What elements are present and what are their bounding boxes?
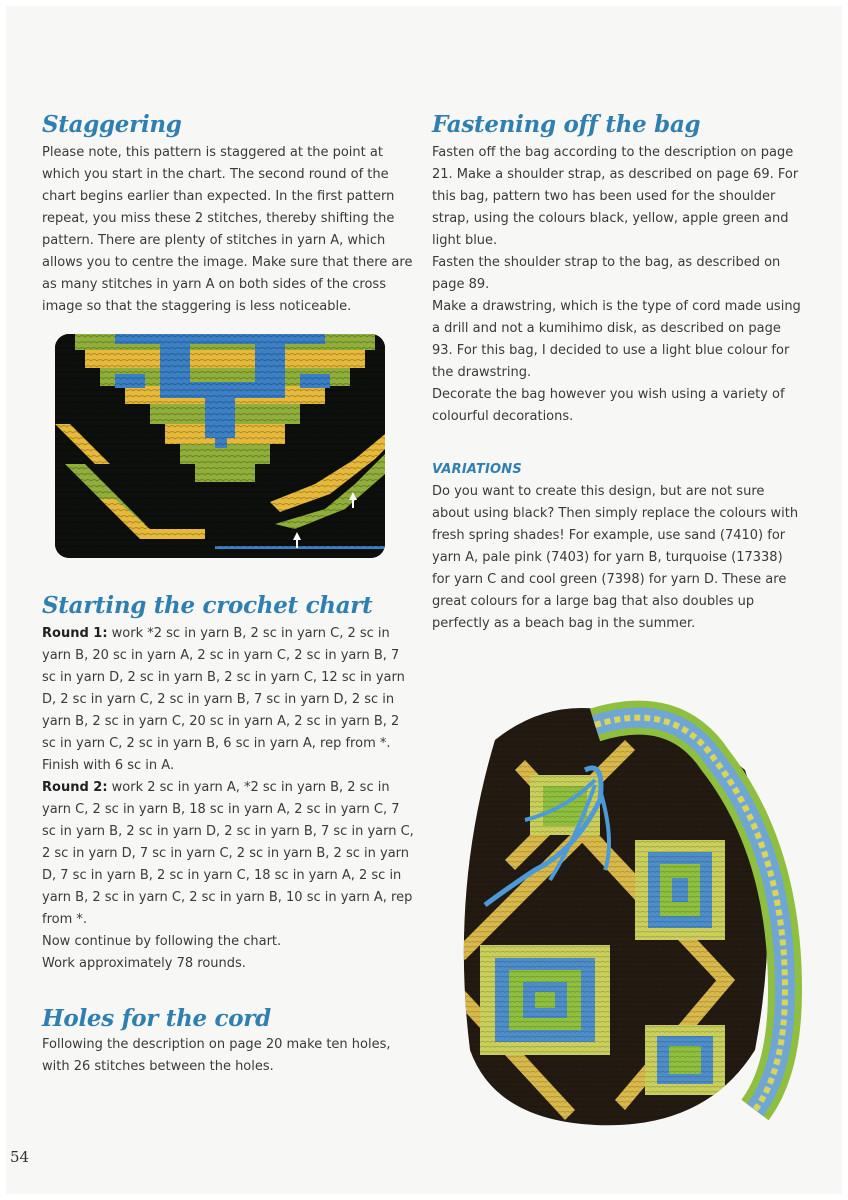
round-1-finish: Finish with 6 sc in A. (42, 758, 175, 773)
bag-illustration (455, 690, 805, 1135)
holes-heading: Holes for the cord (42, 1005, 271, 1032)
round-1-paragraph (42, 623, 414, 777)
round-2-text: work 2 sc in yarn A, *2 sc in yarn B, 2 sc in yarn C, 2 sc in yarn B, 18 sc in yarn A, 2 sc in yarn C, 7 sc in yarn B, 2 sc in yarn D, 2 sc in yarn B, 7 sc in yarn C, 2 sc in yarn D, 7 sc in yarn C, 2 sc in yarn B, 2 sc in yarn D, 7 sc in yarn B, 2 sc in yarn C, 18 sc in yarn A, 2 sc in yarn B, 2 sc in yarn C, 2 sc in yarn B, 10 sc in yarn A, rep from *. (42, 780, 414, 927)
fastening-paragraph-4: Decorate the bag however you wish using a variety of colourful decorations. (432, 387, 785, 424)
fastening-section (432, 112, 804, 428)
round-1-label: Round 1: (42, 626, 108, 641)
staggering-text: Please note, this pattern is staggered at the point at which you start in the chart. The second round of the chart begins earlier than expected. In the first pattern repeat, you miss these 2 stitches, thereby shifting the pattern. There are plenty of stitches in yarn A, which allows you to centre the image. Make sure that there are as many stitches in yarn A on both sides of the cross image so that the staggering is less noticeable. (42, 145, 413, 314)
variations-heading: VARIATIONS (432, 462, 522, 477)
crochet-detail-illustration (55, 334, 385, 558)
staggering-section (42, 112, 414, 318)
fastening-paragraph-2: Fasten the shoulder strap to the bag, as described on page 89. (432, 255, 781, 292)
staggering-heading: Staggering (42, 111, 182, 138)
holes-section (42, 1006, 414, 1078)
starting-chart-heading: Starting the crochet chart (42, 592, 373, 619)
continue-text: Now continue by following the chart. (42, 934, 282, 949)
crochet-detail-photo (55, 334, 385, 558)
round-2-label: Round 2: (42, 780, 108, 795)
fastening-heading: Fastening off the bag (432, 111, 701, 138)
variations-text: Do you want to create this design, but are not sure about using black? Then simply replace the colours with fresh spring shades! For example, use sand (7410) for yarn A, pale pink (7403) for yarn B, turquoise (17338) for yarn C and cool green (7398) for yarn D. These are great colours for a large bag that also doubles up perfectly as a beach bag in the summer. (432, 484, 799, 631)
round-1-text: work *2 sc in yarn B, 2 sc in yarn C, 2 sc in yarn B, 20 sc in yarn A, 2 sc in yarn C, 2 sc in yarn B, 7 sc in yarn D, 2 sc in yarn B, 2 sc in yarn C, 12 sc in yarn D, 2 sc in yarn C, 2 sc in yarn B, 7 sc in yarn D, 2 sc in yarn B, 2 sc in yarn C, 20 sc in yarn A, 2 sc in yarn B, 2 sc in yarn C, 2 sc in yarn B, 6 sc in yarn A, rep from *. (42, 626, 405, 751)
fastening-paragraph-1: Fasten off the bag according to the description on page 21. Make a shoulder strap, as described on page 69. For this bag, pattern two has been used for the shoulder strap, using the colours black, yellow, apple green and light blue. (432, 145, 799, 248)
round-2-paragraph (42, 777, 414, 931)
variations-section (432, 462, 804, 635)
work-rounds-text: Work approximately 78 rounds. (42, 956, 246, 971)
starting-chart-section (42, 593, 414, 975)
holes-text: Following the description on page 20 make ten holes, with 26 stitches between the holes. (42, 1037, 391, 1074)
fastening-paragraph-3: Make a drawstring, which is the type of cord made using a drill and not a kumihimo disk, as described on page 93. For this bag, I decided to use a light blue colour for the drawstring. (432, 299, 801, 380)
bag-photo (455, 690, 805, 1135)
page-number: 54 (10, 1148, 30, 1166)
